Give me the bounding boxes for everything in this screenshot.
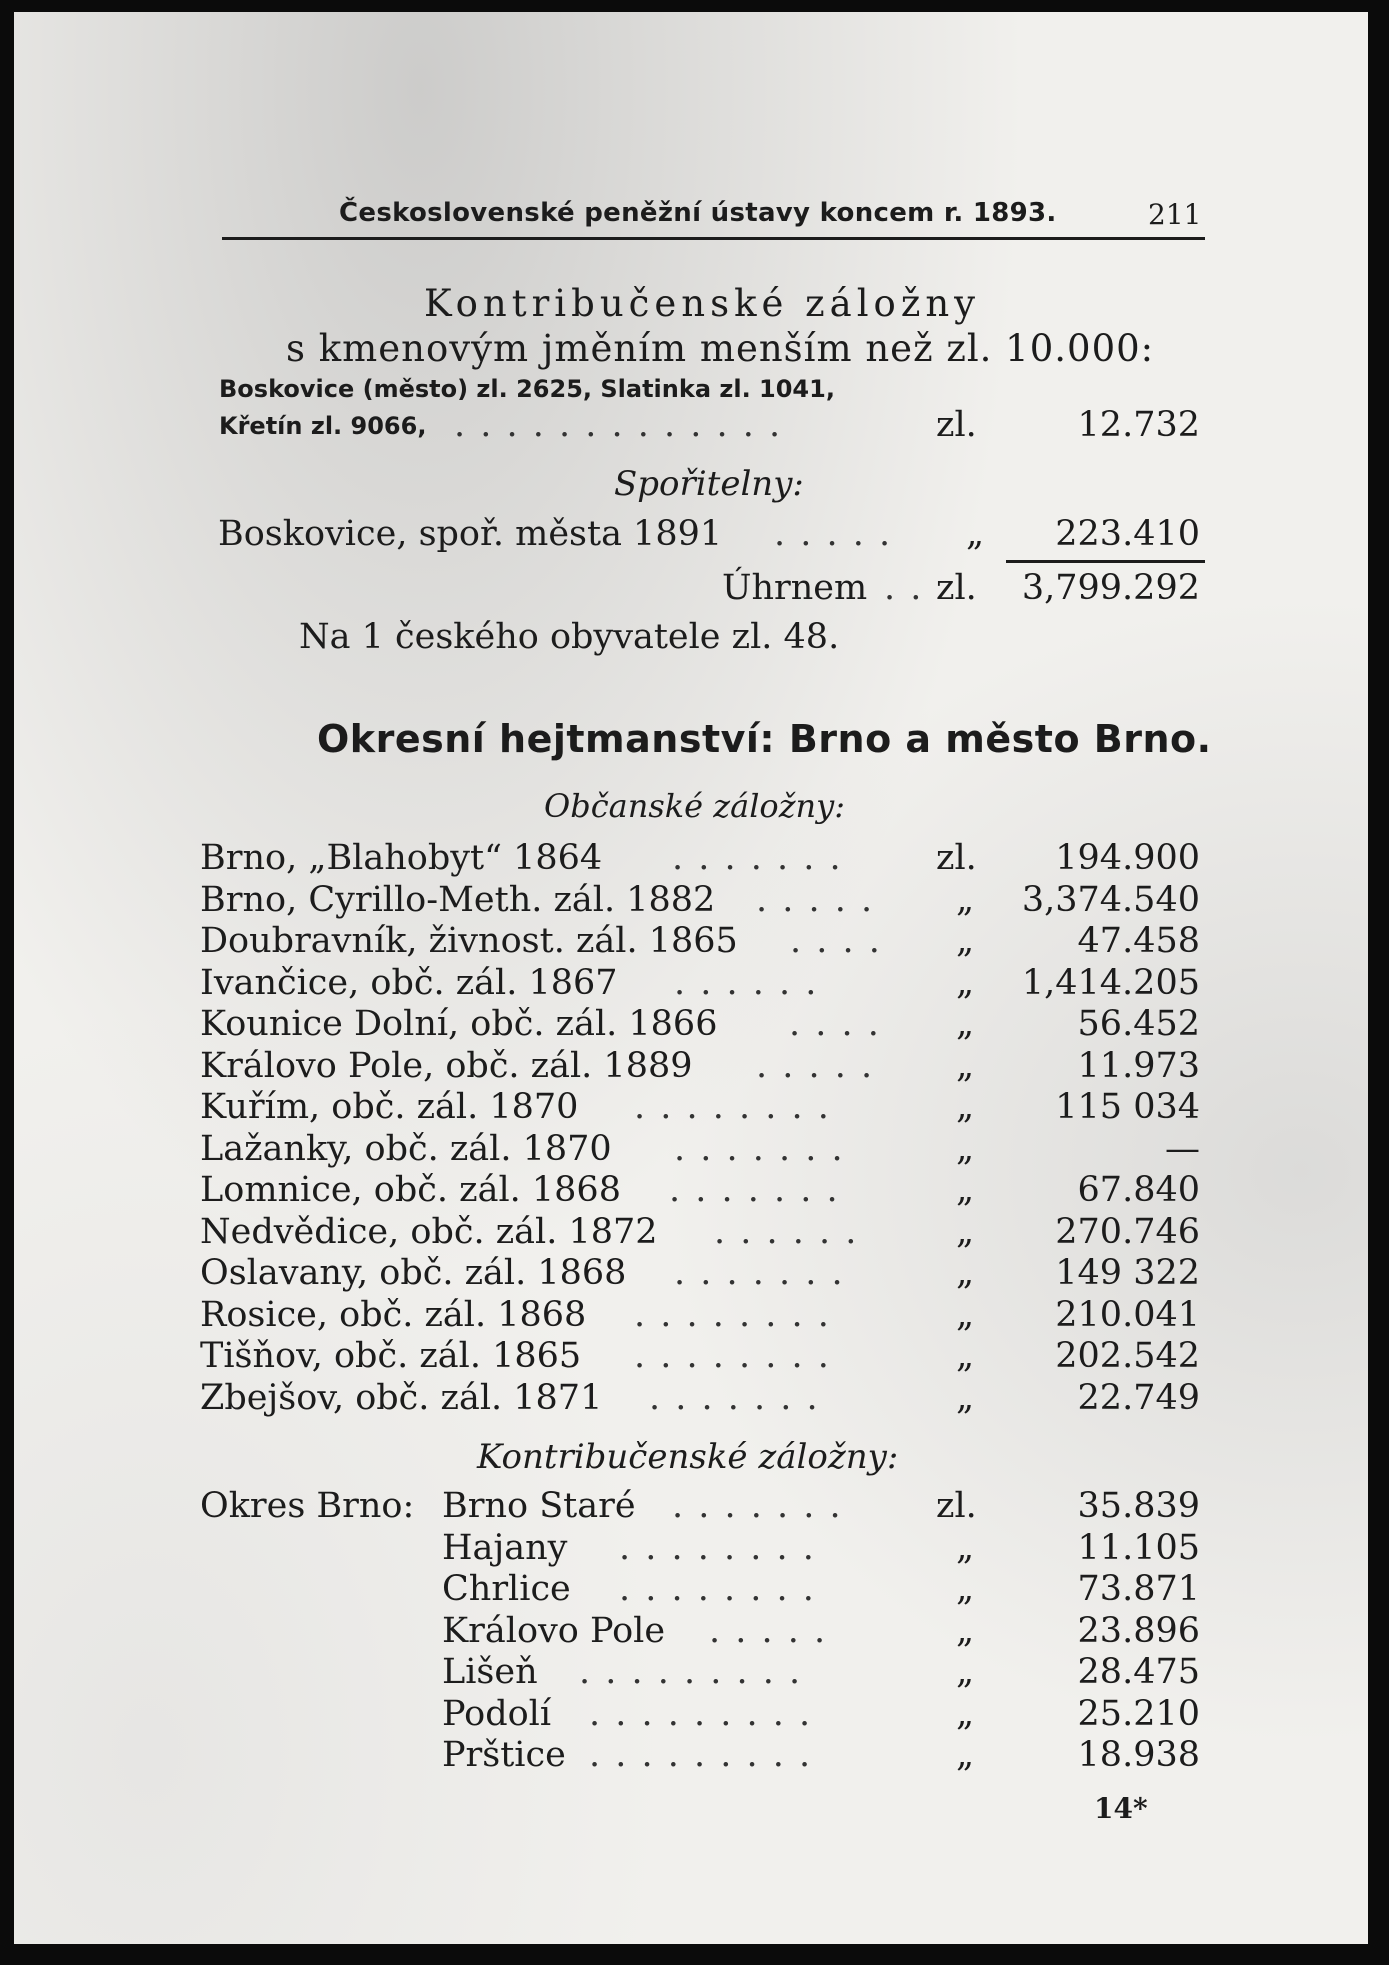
row-label: Lomnice, obč. zál. 1868 (200, 1170, 621, 1210)
row-unit: „ (956, 879, 975, 920)
page (14, 12, 1368, 1944)
row-label: Brno, Cyrillo-Meth. zál. 1882 (200, 879, 716, 920)
leader-dots: . . . . . . . (674, 1253, 845, 1293)
leader-dots: . . . . . . (674, 962, 819, 1003)
row-value: 22.749 (1077, 1377, 1200, 1418)
row-unit: „ (956, 1693, 975, 1734)
row-unit: zl. (936, 1486, 977, 1526)
row-unit: „ (956, 962, 975, 1003)
leader-dots: . . . . . . . . . (579, 1652, 803, 1692)
row-label: Doubravník, živnost. zál. 1865 (200, 921, 738, 961)
row-value: 23.896 (1077, 1610, 1200, 1651)
section-subheading-capital: s kmenovým jměním menším než zl. 10.000: (286, 327, 1155, 370)
leader-dots: . . . . . . . . (634, 1294, 831, 1335)
leader-dots: . . . . . . . . . (589, 1693, 813, 1734)
row-value: 18.938 (1077, 1735, 1200, 1775)
row-value: 210.041 (1055, 1294, 1200, 1335)
page-number: 211 (1148, 198, 1202, 231)
leader-dots: . . . . . . . (672, 1486, 843, 1526)
row-unit: „ (956, 1087, 975, 1127)
row-unit: „ (956, 1610, 975, 1651)
row-label: Hajany (442, 1527, 568, 1568)
row-label: Lišeň (442, 1652, 538, 1692)
row-value: 73.871 (1077, 1569, 1200, 1609)
row-label: Prštice (442, 1735, 566, 1775)
per-capita-line: Na 1 českého obyvatele zl. 48. (299, 617, 840, 657)
row-unit: „ (956, 1527, 975, 1568)
row-label: Tišňov, obč. zál. 1865 (200, 1336, 582, 1376)
row-label: Chrlice (442, 1569, 571, 1609)
contrib-subtotal-value: 12.732 (1077, 405, 1200, 445)
row-unit: „ (956, 1253, 975, 1293)
row-unit: zl. (936, 838, 977, 878)
leader-dots: . . . . . (756, 879, 875, 920)
row-unit: „ (956, 921, 975, 961)
row-label: Oslavany, obč. zál. 1868 (200, 1253, 627, 1293)
row-label: Ivančice, obč. zál. 1867 (200, 962, 618, 1003)
row-label: Nedvědice, obč. zál. 1872 (200, 1211, 658, 1252)
savings-label: Boskovice, spoř. města 1891 (218, 514, 723, 554)
row-unit: „ (956, 1652, 975, 1692)
leader-dots: . . . . (790, 921, 882, 961)
savings-heading: Spořitelny: (614, 464, 804, 504)
row-label: Rosice, obč. zál. 1868 (200, 1294, 587, 1335)
row-value: 11.105 (1077, 1527, 1200, 1568)
row-unit: „ (956, 1211, 975, 1252)
row-value: — (1165, 1128, 1200, 1169)
running-header-title: Československé peněžní ústavy koncem r. 1893. (339, 198, 1057, 228)
row-label: Královo Pole, obč. zál. 1889 (200, 1045, 693, 1086)
leader-dots: . . . . (789, 1004, 881, 1044)
total-value: 3,799.292 (1021, 568, 1200, 608)
savings-value: 223.410 (1055, 514, 1200, 554)
row-value: 202.542 (1055, 1336, 1200, 1376)
unit: zl. (936, 568, 977, 608)
row-value: 56.452 (1077, 1004, 1200, 1044)
total-label: Úhrnem (722, 568, 868, 608)
row-unit: „ (956, 1004, 975, 1044)
leader-dots: . . . . . . . . . . . . . (454, 405, 783, 445)
row-value: 3,374.540 (1021, 879, 1200, 920)
leader-dots: . . . . . . . . (634, 1336, 831, 1376)
row-unit: „ (956, 1569, 975, 1609)
sum-rule (1006, 560, 1205, 563)
contrib-towns-line1: Boskovice (město) zl. 2625, Slatinka zl. 1041, (219, 375, 835, 403)
leader-dots: . . . . . . . . (634, 1087, 831, 1127)
row-value: 194.900 (1055, 838, 1200, 878)
section-heading-contrib: Kontribučenské záložny (424, 282, 981, 325)
row-value: 1,414.205 (1021, 962, 1200, 1003)
row-unit: „ (956, 1294, 975, 1335)
row-value: 115 034 (1055, 1087, 1200, 1127)
row-unit: „ (956, 1377, 975, 1418)
row-label: Zbejšov, obč. zál. 1871 (200, 1377, 603, 1418)
row-value: 270.746 (1055, 1211, 1200, 1252)
row-value: 11.973 (1077, 1045, 1200, 1086)
leader-dots: . . . . . . . . (619, 1527, 816, 1568)
row-unit: „ (956, 1128, 975, 1169)
row-unit: „ (956, 1735, 975, 1775)
row-unit: „ (956, 1045, 975, 1086)
leader-dots: . . . . . . . (649, 1377, 820, 1418)
unit: zl. (936, 405, 977, 445)
leader-dots: . . . . . . . (672, 838, 843, 878)
signature-mark: 14* (1094, 1792, 1148, 1825)
header-rule (222, 237, 1205, 240)
leader-dots: . . . . . . . . (619, 1569, 816, 1609)
contrib-towns-line2: Křetín zl. 9066, (219, 412, 427, 440)
leader-dots: . . . . . . (714, 1211, 859, 1252)
leader-dots: . . . . . . . (674, 1128, 845, 1169)
row-unit: „ (956, 1336, 975, 1376)
row-value: 35.839 (1077, 1486, 1200, 1526)
leader-dots: . . (884, 568, 924, 608)
row-label: Podolí (442, 1693, 552, 1734)
row-value: 47.458 (1077, 921, 1200, 961)
contrib-heading-2: Kontribučenské záložny: (477, 1437, 899, 1477)
row-label: Brno Staré (442, 1486, 636, 1526)
leader-dots: . . . . . (756, 1045, 875, 1086)
civic-heading: Občanské záložny: (544, 787, 846, 825)
row-value: 28.475 (1077, 1652, 1200, 1692)
leader-dots: . . . . . . . . . (589, 1735, 813, 1775)
district-heading: Okresní hejtmanství: Brno a město Brno. (317, 717, 1212, 761)
row-label: Lažanky, obč. zál. 1870 (200, 1128, 612, 1169)
row-label: Kuřím, obč. zál. 1870 (200, 1087, 579, 1127)
leader-dots: . . . . . . . (669, 1170, 840, 1210)
row-label: Kounice Dolní, obč. zál. 1866 (200, 1004, 718, 1044)
row-value: 149 322 (1055, 1253, 1200, 1293)
row-label: Královo Pole (442, 1610, 666, 1651)
leader-dots: . . . . . (709, 1610, 828, 1651)
leader-dots: . . . . . (774, 514, 893, 554)
row-unit: „ (956, 1170, 975, 1210)
row-value: 25.210 (1077, 1693, 1200, 1734)
row-label: Brno, „Blahobyt“ 1864 (200, 838, 603, 878)
district-label: Okres Brno: (200, 1486, 415, 1526)
ditto-mark: „ (966, 514, 985, 554)
row-value: 67.840 (1077, 1170, 1200, 1210)
